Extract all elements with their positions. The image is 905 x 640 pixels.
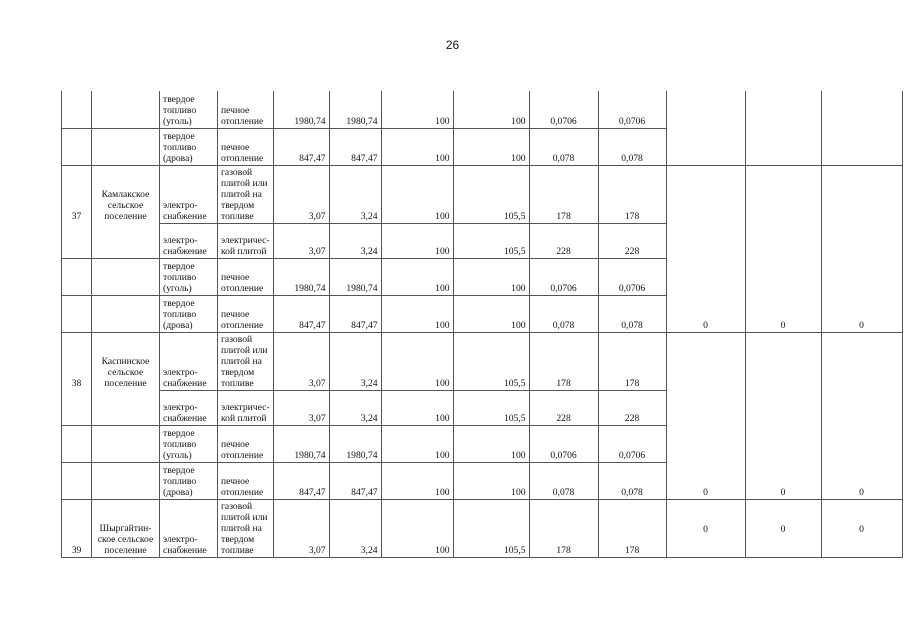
norm-value-cell: 847,47: [273, 462, 329, 499]
number-cell: [62, 223, 92, 258]
usage-method-cell: электричес-кой плитой: [218, 390, 274, 425]
usage-method-cell: печное отопление: [218, 258, 274, 295]
norm-value-cell: 3,24: [329, 223, 381, 258]
fuel-type-cell: электро-снабжение: [160, 165, 218, 223]
number-cell: [62, 258, 92, 295]
tariff-cell: 228: [529, 390, 598, 425]
percent-cell: 100: [381, 223, 453, 258]
number-cell: [62, 390, 92, 425]
fuel-type-cell: электро-снабжение: [160, 390, 218, 425]
summary-value-cell: 0: [821, 165, 902, 332]
fuel-type-cell: твердое топливо (дрова): [160, 128, 218, 165]
settlement-cell: [92, 258, 160, 295]
settlement-number: 37: [62, 165, 92, 223]
fuel-type-cell: твердое топливо (уголь): [160, 258, 218, 295]
norm-value-cell: 1980,74: [329, 258, 381, 295]
percent-cell: 100: [381, 332, 453, 390]
tariff-cell: 0,0706: [529, 425, 598, 462]
summary-value-cell: 0: [821, 499, 902, 557]
fuel-type-cell: твердое топливо (уголь): [160, 91, 218, 128]
norm-value-cell: 3,07: [273, 390, 329, 425]
usage-method-cell: печное отопление: [218, 91, 274, 128]
tariff-cell: 178: [598, 332, 666, 390]
settlement-name: Камлакское сельское поселение: [92, 165, 160, 223]
tariff-cell: 178: [598, 499, 666, 557]
percent-cell: 100: [381, 390, 453, 425]
summary-value-cell: 0: [745, 165, 821, 332]
percent-cell: 100: [381, 425, 453, 462]
number-cell: [62, 128, 92, 165]
usage-method-cell: печное отопление: [218, 295, 274, 332]
norm-value-cell: 847,47: [273, 295, 329, 332]
percent-cell: 100: [453, 425, 529, 462]
norm-value-cell: 3,24: [329, 332, 381, 390]
norm-value-cell: 3,24: [329, 499, 381, 557]
summary-cell: [745, 91, 821, 165]
settlement-name: Каспинское сельское поселение: [92, 332, 160, 390]
norm-value-cell: 3,07: [273, 332, 329, 390]
usage-method-cell: электричес-кой плитой: [218, 223, 274, 258]
norm-value-cell: 3,24: [329, 165, 381, 223]
percent-cell: 100: [381, 91, 453, 128]
percent-cell: 105,5: [453, 390, 529, 425]
number-cell: [62, 295, 92, 332]
norm-value-cell: 1980,74: [329, 91, 381, 128]
tariff-cell: 0,0706: [598, 258, 666, 295]
norm-value-cell: 847,47: [329, 128, 381, 165]
table-row: [62, 165, 903, 223]
settlement-number: 39: [62, 499, 92, 557]
usage-method-cell: газовой плитой или плитой на твердом топливе: [218, 499, 274, 557]
tariff-cell: 0,0706: [598, 91, 666, 128]
usage-method-cell: газовой плитой или плитой на твердом топливе: [218, 165, 274, 223]
settlement-cell: [92, 295, 160, 332]
tariff-cell: 0,0706: [598, 425, 666, 462]
fuel-type-cell: электро-снабжение: [160, 499, 218, 557]
tariff-cell: 178: [529, 499, 598, 557]
tariff-cell: 178: [598, 165, 666, 223]
percent-cell: 100: [381, 258, 453, 295]
norm-value-cell: 1980,74: [273, 258, 329, 295]
settlement-cell: [92, 425, 160, 462]
summary-cell: [666, 91, 745, 165]
fuel-type-cell: электро-снабжение: [160, 223, 218, 258]
tariff-cell: 0,078: [598, 128, 666, 165]
summary-value-cell: 0: [745, 332, 821, 499]
tariff-cell: 0,078: [529, 462, 598, 499]
percent-cell: 100: [453, 128, 529, 165]
usage-method-cell: печное отопление: [218, 128, 274, 165]
table-row: [62, 332, 903, 390]
settlement-number: 38: [62, 332, 92, 390]
settlement-cell: [92, 128, 160, 165]
table-row: [62, 499, 903, 557]
norm-value-cell: 3,07: [273, 223, 329, 258]
usage-method-cell: печное отопление: [218, 462, 274, 499]
percent-cell: 105,5: [453, 332, 529, 390]
tariff-cell: 0,078: [598, 295, 666, 332]
summary-cell: [821, 91, 902, 165]
tariff-cell: 0,0706: [529, 91, 598, 128]
settlement-cell: [92, 91, 160, 128]
norm-value-cell: 1980,74: [329, 425, 381, 462]
number-cell: [62, 462, 92, 499]
norm-value-cell: 847,47: [273, 128, 329, 165]
number-cell: [62, 91, 92, 128]
norm-value-cell: 3,07: [273, 165, 329, 223]
fuel-type-cell: электро-снабжение: [160, 332, 218, 390]
norm-value-cell: 1980,74: [273, 91, 329, 128]
tariff-cell: 178: [529, 332, 598, 390]
table-row: [62, 91, 903, 128]
settlement-cell: [92, 462, 160, 499]
tariff-cell: 0,078: [529, 295, 598, 332]
summary-value-cell: 0: [666, 165, 745, 332]
percent-cell: 105,5: [453, 499, 529, 557]
table-body: [62, 91, 903, 557]
percent-cell: 100: [381, 128, 453, 165]
tariff-table: [61, 91, 903, 558]
tariff-cell: 228: [598, 390, 666, 425]
settlement-name: Шыргайтин-ское сельское поселение: [92, 499, 160, 557]
percent-cell: 100: [453, 462, 529, 499]
tariff-cell: 228: [598, 223, 666, 258]
tariff-cell: 0,0706: [529, 258, 598, 295]
fuel-type-cell: твердое топливо (дрова): [160, 295, 218, 332]
summary-value-cell: 0: [666, 499, 745, 557]
percent-cell: 100: [381, 295, 453, 332]
usage-method-cell: газовой плитой или плитой на твердом топливе: [218, 332, 274, 390]
percent-cell: 100: [453, 91, 529, 128]
tariff-cell: 178: [529, 165, 598, 223]
percent-cell: 100: [381, 462, 453, 499]
fuel-type-cell: твердое топливо (дрова): [160, 462, 218, 499]
summary-value-cell: 0: [745, 499, 821, 557]
fuel-type-cell: твердое топливо (уголь): [160, 425, 218, 462]
settlement-cell: [92, 223, 160, 258]
percent-cell: 100: [453, 258, 529, 295]
percent-cell: 105,5: [453, 165, 529, 223]
norm-value-cell: 847,47: [329, 462, 381, 499]
settlement-cell: [92, 390, 160, 425]
norm-value-cell: 3,24: [329, 390, 381, 425]
norm-value-cell: 3,07: [273, 499, 329, 557]
tariff-cell: 0,078: [598, 462, 666, 499]
norm-value-cell: 1980,74: [273, 425, 329, 462]
number-cell: [62, 425, 92, 462]
norm-value-cell: 847,47: [329, 295, 381, 332]
page-number: 26: [445, 38, 460, 52]
tariff-cell: 0,078: [529, 128, 598, 165]
tariff-cell: 228: [529, 223, 598, 258]
usage-method-cell: печное отопление: [218, 425, 274, 462]
summary-value-cell: 0: [821, 332, 902, 499]
percent-cell: 105,5: [453, 223, 529, 258]
percent-cell: 100: [453, 295, 529, 332]
percent-cell: 100: [381, 499, 453, 557]
summary-value-cell: 0: [666, 332, 745, 499]
percent-cell: 100: [381, 165, 453, 223]
